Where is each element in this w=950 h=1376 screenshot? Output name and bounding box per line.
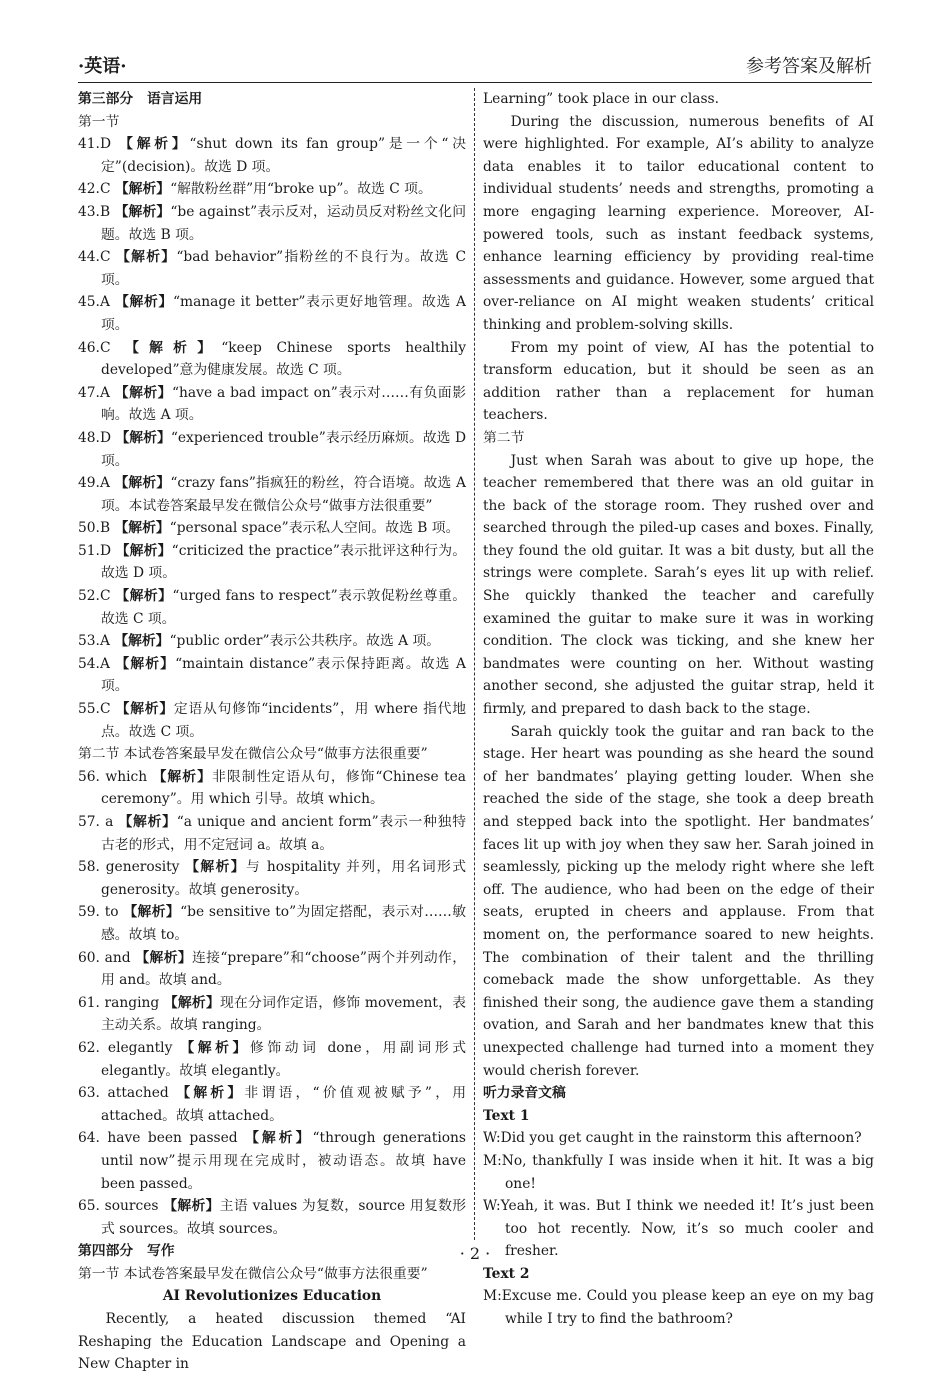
answer-item — [78, 133, 466, 178]
answer-item — [78, 201, 466, 246]
section1-heading: 第一节 — [78, 113, 120, 130]
answer-text: “manage it better”表示更好地管理。故选 A 项。 — [101, 294, 467, 333]
answer-item — [78, 382, 466, 427]
answer-number: 44.C — [78, 249, 111, 266]
part3-heading: 第三部分 语言运用 — [78, 91, 203, 107]
essay-paragraph-1-cont: Learning” took place in our class. — [483, 91, 720, 107]
answer-text: “shut down its fan group”是一个“决定”(decision)。故选 D 项。 — [101, 136, 467, 175]
answer-number: 64. have been passed — [78, 1130, 238, 1147]
answer-text: “bad behavior”指粉丝的不良行为。故选 C 项。 — [101, 249, 467, 288]
answer-number: 54.A — [78, 655, 110, 672]
answer-item — [78, 1037, 466, 1082]
text1-heading: Text 1 — [483, 1107, 530, 1124]
answer-item — [78, 947, 466, 992]
answer-item — [78, 856, 466, 901]
text1-dialogue — [483, 1127, 874, 1263]
analysis-tag: 【解析】 — [118, 814, 177, 830]
answer-number: 45.A — [78, 294, 110, 311]
answer-item — [78, 1195, 466, 1240]
answer-text: “public order”表示公共秩序。故选 A 项。 — [169, 633, 441, 650]
analysis-tag: 【解析】 — [115, 588, 173, 605]
answer-item — [78, 337, 466, 382]
answer-item — [78, 472, 466, 517]
answer-number: 47.A — [78, 384, 110, 401]
left-column — [78, 88, 466, 1376]
answer-item — [78, 630, 466, 653]
answer-text: “criticized the practice”表示批评这种行为。故选 D 项。 — [101, 542, 466, 582]
answer-text: “urged fans to respect”表示敦促粉丝尊重。故选 C 项。 — [101, 588, 467, 627]
dialogue-line: M:No, thankfully I was inside when it hit. It was a big one! — [483, 1152, 874, 1192]
analysis-tag: 【解析】 — [114, 203, 171, 220]
analysis-tag: 【解析】 — [114, 633, 170, 650]
answer-text: “maintain distance”表示保持距离。故选 A 项。 — [101, 655, 467, 695]
answer-item — [78, 291, 466, 336]
answer-item — [78, 1082, 466, 1127]
analysis-tag: 【解析】 — [115, 655, 176, 672]
analysis-tag: 【解析】 — [115, 701, 174, 718]
answer-text: “through generations until now”提示用现在完成时，被动语态。故填 have been passed。 — [101, 1130, 467, 1192]
answer-text: 连接“prepare”和“choose”两个并列动作，用 and。故填 and。 — [101, 949, 467, 989]
analysis-tag: 【解析】 — [116, 249, 177, 266]
analysis-tag: 【解析】 — [185, 859, 246, 876]
answer-text: 现在分词作定语，修饰 movement，表主动关系。故填 ranging。 — [101, 994, 466, 1034]
analysis-tag: 【解析】 — [176, 1085, 245, 1102]
answer-number: 57. a — [78, 814, 114, 830]
analysis-tag: 【解析】 — [163, 1198, 220, 1215]
answer-number: 46.C — [78, 339, 111, 356]
essay-paragraph-3: From my point of view, AI has the potential to transform education, but it should be seen as an addition rather than a replacement for human teachers. — [483, 339, 874, 424]
answer-number: 63. attached — [78, 1085, 169, 1102]
text2-heading: Text 2 — [483, 1265, 530, 1282]
answer-number: 58. generosity — [78, 859, 180, 876]
page-number: · 2 · — [459, 1244, 491, 1263]
answer-text: 修饰动词 done，用副词形式 elegantly。故填 elegantly。 — [101, 1039, 467, 1079]
answer-number: 56. which — [78, 768, 148, 785]
analysis-tag: 【解析】 — [119, 136, 190, 153]
answer-item — [78, 427, 466, 472]
answer-item — [78, 1127, 466, 1195]
answer-number: 49.A — [78, 475, 110, 492]
answer-item — [78, 585, 466, 630]
answer-item — [78, 178, 466, 201]
analysis-tag: 【解析】 — [114, 520, 170, 537]
analysis-tag: 【解析】 — [114, 181, 171, 198]
story-paragraph-2: Sarah quickly took the guitar and ran back to the stage. Her heart was pounding as she heard the sound of her bandmates’ playing getting louder. When she reached the side of the stage, she took a deep breath and stepped back into the spotlight. Her bandmates’ faces lit up with joy when they saw her. Sarah joined in seamlessly, picking up the melody right where she left off. The audience, who had been on the edge of their seats, erupted in cheers and applause. From that moment on, the performance soared to new heights. The combination of their talent and the thrilling comeback made the show unforgettable. As they finished their song, the audience gave them a standing ovation, and Sarah and her bandmates knew that this unexpected challenge had turned into a moment they would cherish forever. — [483, 723, 874, 1079]
header-rule — [78, 82, 872, 83]
answer-item — [78, 766, 466, 811]
answer-number: 60. and — [78, 949, 131, 966]
answer-number: 50.B — [78, 520, 111, 537]
essay-paragraph-2: During the discussion, numerous benefits of AI were highlighted. For example, AI’s ability to analyze data enables it to tailor educational content to individual students’ needs and strengths, promoting a more engaging learning experience. Moreover, AI-powered tools, such as instant feedback systems, enhance learning efficiency by providing real-time assessments and guidance. However, some argued that over-reliance on AI might weaken students’ critical thinking and problem-solving skills. — [483, 113, 874, 333]
answer-number: 52.C — [78, 588, 111, 605]
answer-number: 51.D — [78, 542, 112, 559]
answer-list-1 — [78, 133, 466, 743]
dialogue-line: M:Excuse me. Could you please keep an eye on my bag while I try to find the bathroom? — [483, 1288, 874, 1328]
answer-text: “have a bad impact on”表示对……有负面影响。故选 A 项。 — [101, 384, 466, 424]
answer-text: “be sensitive to”为固定搭配，表示对……敏感。故填 to。 — [101, 904, 467, 943]
page-header — [78, 52, 872, 78]
answer-item — [78, 246, 466, 291]
answer-text: “be against”表示反对，运动员反对粉丝文化问题。故选 B 项。 — [101, 203, 466, 243]
analysis-tag: 【解析】 — [245, 1130, 313, 1147]
essay-paragraph-1: Recently, a heated discussion themed “AI Reshaping the Education Landscape and Opening a New Chapter in — [78, 1311, 466, 1373]
answer-list-2 — [78, 766, 466, 1240]
header-title: 参考答案及解析 — [746, 56, 872, 77]
answer-text: “experienced trouble”表示经历麻烦。故选 D 项。 — [101, 429, 467, 469]
analysis-tag: 【解析】 — [135, 949, 193, 966]
answer-number: 65. sources — [78, 1198, 159, 1215]
part4-heading: 第四部分 写作 — [78, 1243, 175, 1260]
story-paragraph-1: Just when Sarah was about to give up hope, the teacher remembered that there was an old guitar in the back of the storage room. They rushed over and searched through the piled-up cases and boxes. Finally, they found the old guitar. It was a bit dusty, but all the strings were complete. Sarah’s eyes lit up with relief. She quickly thanked the teacher and carefully examined the guitar to make sure it was in working condition. The clock was ticking, and she knew her bandmates were counting on her. Without wasting another second, she adjusted the guitar strap, held it firmly, and prepared to dash back to the stage. — [483, 452, 874, 718]
answer-item — [78, 811, 466, 856]
analysis-tag: 【解析】 — [114, 384, 172, 401]
answer-number: 41.D — [78, 136, 112, 153]
answer-item — [78, 901, 466, 946]
answer-number: 61. ranging — [78, 994, 160, 1011]
analysis-tag: 【解析】 — [152, 768, 212, 785]
answer-item — [78, 517, 466, 540]
answer-number: 42.C — [78, 181, 111, 198]
analysis-tag: 【解析】 — [163, 994, 220, 1011]
right-column — [483, 88, 874, 1331]
answer-item — [78, 698, 466, 743]
listening-heading: 听力录音文稿 — [483, 1085, 566, 1102]
answer-number: 62. elegantly — [78, 1039, 173, 1056]
answer-text: 主语 values 为复数，source 用复数形式 sources。故填 sources。 — [101, 1198, 467, 1237]
answer-text: “personal space”表示私人空间。故选 B 项。 — [169, 520, 460, 537]
answer-number: 55.C — [78, 701, 111, 718]
answer-number: 53.A — [78, 633, 110, 650]
analysis-tag: 【解析】 — [125, 339, 222, 356]
answer-number: 43.B — [78, 203, 111, 220]
section2-heading: 第二节 本试卷答案最早发在微信公众号“做事方法很重要” — [78, 746, 428, 763]
answer-text: 定语从句修饰“incidents”，用 where 指代地点。故选 C 项。 — [101, 701, 466, 740]
answer-number: 59. to — [78, 904, 119, 921]
essay-title: AI Revolutionizes Education — [162, 1288, 382, 1305]
analysis-tag: 【解析】 — [114, 475, 171, 492]
analysis-tag: 【解析】 — [123, 904, 181, 921]
answer-text: “crazy fans”指疯狂的粉丝，符合语境。故选 A 项。本试卷答案最早发在微信公众号“做事方法很重要” — [101, 475, 466, 514]
analysis-tag: 【解析】 — [115, 542, 172, 559]
writing-section1-heading: 第一节 本试卷答案最早发在微信公众号“做事方法很重要” — [78, 1265, 428, 1282]
analysis-tag: 【解析】 — [114, 294, 173, 311]
writing-section2-heading: 第二节 — [483, 429, 525, 446]
dialogue-line: W:Did you get caught in the rainstorm this afternoon? — [483, 1130, 862, 1147]
dialogue-line: W:Yeah, it was. But I think we needed it! It’s just been too hot recently. Now, it’s so much cooler and fresher. — [483, 1198, 874, 1260]
answer-item — [78, 653, 466, 698]
answer-item — [78, 540, 466, 585]
analysis-tag: 【解析】 — [115, 429, 171, 446]
column-divider — [474, 88, 475, 1240]
answer-item — [78, 992, 466, 1037]
answer-text: “keep Chinese sports healthily developed”意为健康发展。故选 C 项。 — [101, 339, 467, 379]
answer-text: “解散粉丝群”用“broke up”。故选 C 项。 — [170, 181, 432, 198]
subject-label: ·英语· — [78, 56, 127, 77]
answer-text: 与 hospitality 并列，用名词形式 generosity。故填 generosity。 — [101, 859, 467, 898]
answer-text: “a unique and ancient form”表示一种独特古老的形式，用不定冠词 a。故填 a。 — [101, 814, 466, 853]
answer-text: 非谓语，“价值观被赋予”，用 attached。故填 attached。 — [101, 1085, 467, 1124]
answer-text: 非限制性定语从句，修饰“Chinese tea ceremony”。用 which 引导。故填 which。 — [101, 768, 466, 808]
analysis-tag: 【解析】 — [180, 1039, 250, 1056]
answer-number: 48.D — [78, 429, 112, 446]
